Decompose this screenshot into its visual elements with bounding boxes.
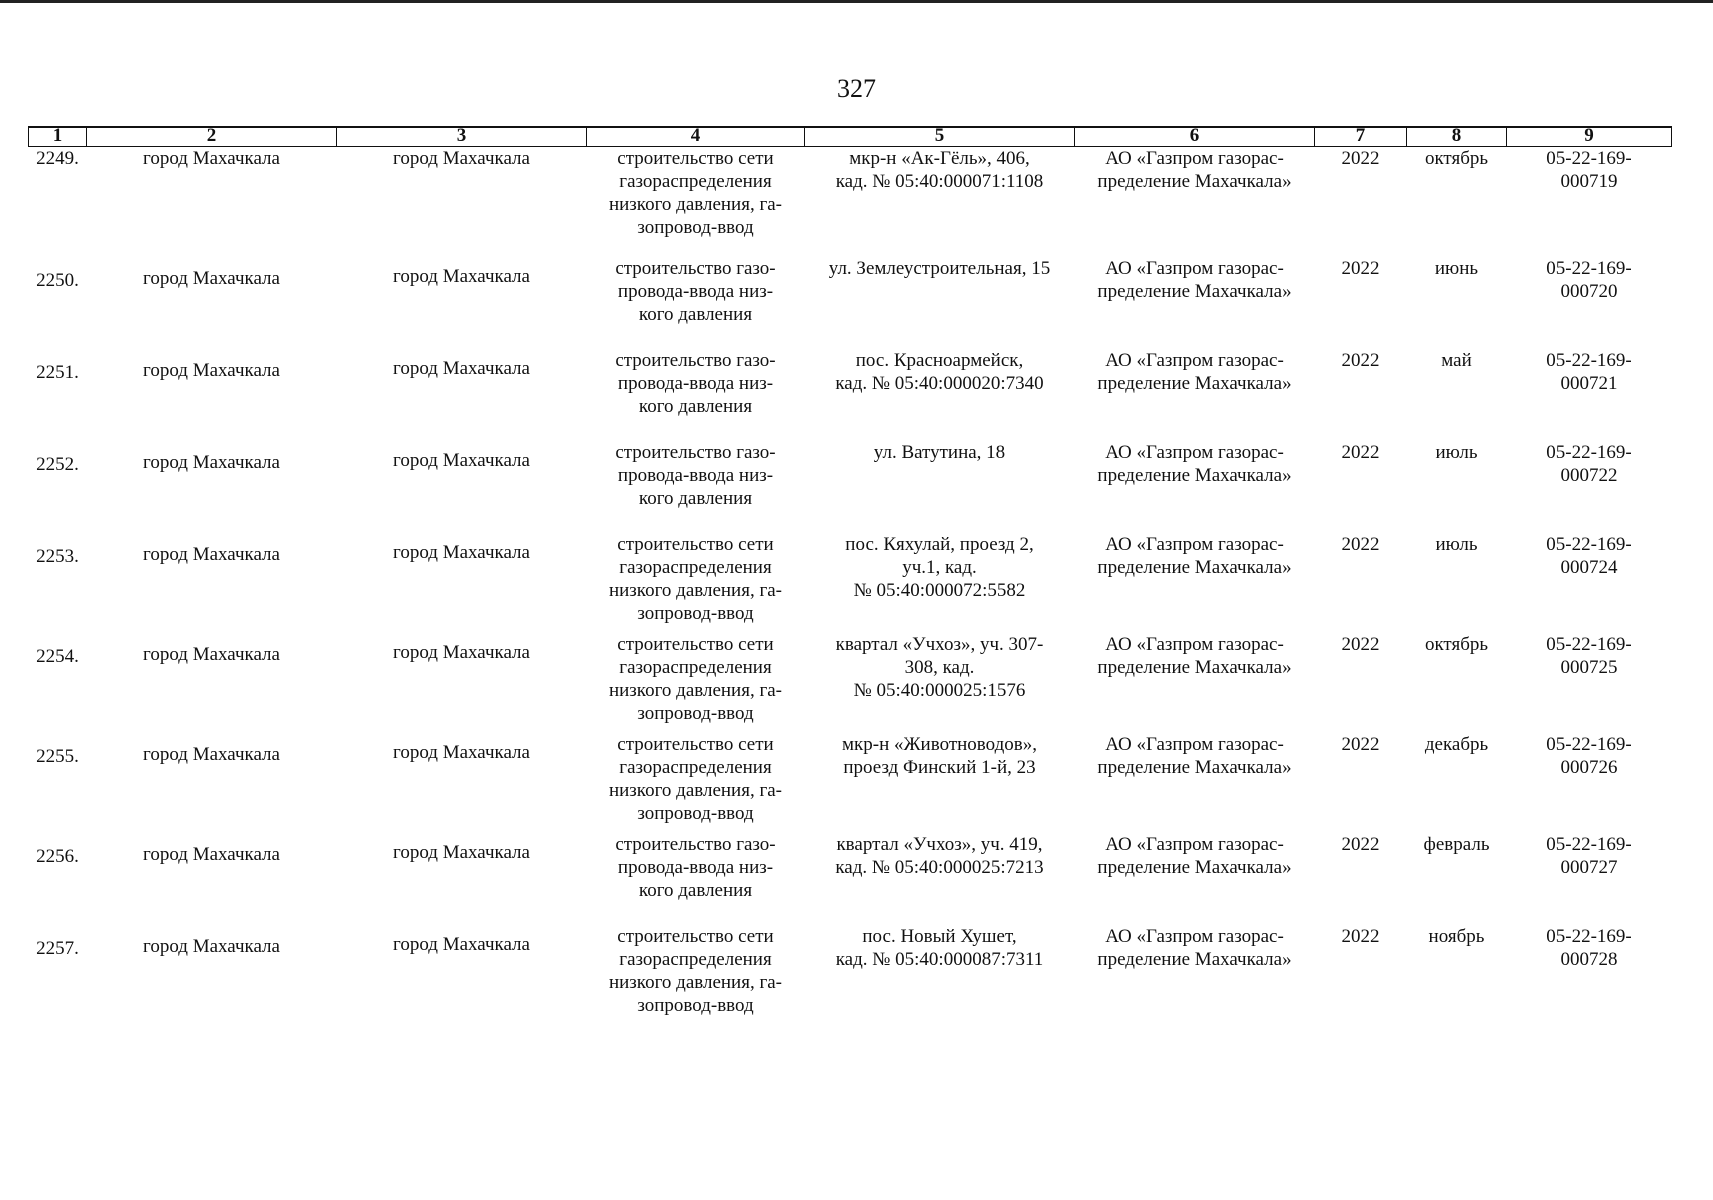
year-cell: 2022	[1341, 634, 1380, 655]
row-number-text: 2250.	[36, 270, 79, 291]
month-cell: июль	[1435, 534, 1478, 555]
col-header-2: 2	[87, 126, 337, 147]
code-cell: 05-22-169- 000719	[1546, 148, 1632, 192]
col-header-3: 3	[337, 126, 587, 147]
code-cell: 05-22-169- 000722	[1546, 442, 1632, 486]
col-header-5: 5	[805, 126, 1075, 147]
municipality-text: город Махачкала	[143, 644, 280, 665]
municipality-cell	[87, 925, 337, 1025]
row-number	[29, 147, 87, 258]
row-number	[29, 441, 87, 533]
col-header-4: 4	[587, 126, 805, 147]
municipality-cell	[87, 533, 337, 633]
settlement-text: город Махачкала	[393, 266, 530, 287]
table-row	[29, 833, 1672, 925]
month-cell: май	[1441, 350, 1472, 371]
municipality-text: город Махачкала	[143, 844, 280, 865]
address-cell: мкр-н «Животноводов», проезд Финский 1-й, 23	[842, 734, 1037, 778]
organization-cell: АО «Газпром газорас- пределение Махачкала»	[1097, 350, 1292, 394]
settlement-text: город Махачкала	[393, 742, 530, 763]
month-cell: июнь	[1434, 258, 1479, 279]
month-cell: октябрь	[1424, 148, 1489, 169]
organization-cell: АО «Газпром газорас- пределение Махачкала»	[1097, 534, 1292, 578]
row-number-text: 2249.	[36, 148, 79, 169]
address-cell: пос. Новый Хушет, кад. № 05:40:000087:7311	[835, 926, 1044, 970]
organization-cell: АО «Газпром газорас- пределение Махачкала»	[1097, 926, 1292, 970]
code-cell: 05-22-169- 000725	[1546, 634, 1632, 678]
organization-cell: АО «Газпром газорас- пределение Махачкала»	[1097, 442, 1292, 486]
municipality-text: город Махачкала	[143, 268, 280, 289]
table-row	[29, 257, 1672, 349]
works-description-cell: строительство сети газораспределения низкого давления, га- зопровод-ввод	[608, 534, 783, 624]
settlement-cell	[337, 633, 587, 733]
register-table-wrap	[28, 126, 1671, 1025]
col-header-7: 7	[1315, 126, 1407, 147]
settlement-cell	[337, 925, 587, 1025]
municipality-cell	[87, 833, 337, 925]
settlement-text: город Махачкала	[393, 450, 530, 471]
municipality-cell	[87, 633, 337, 733]
settlement-text: город Махачкала	[393, 842, 530, 863]
municipality-cell	[87, 441, 337, 533]
year-cell: 2022	[1341, 148, 1380, 169]
municipality-cell	[87, 257, 337, 349]
year-cell: 2022	[1341, 834, 1380, 855]
table-row	[29, 633, 1672, 733]
year-cell: 2022	[1341, 534, 1380, 555]
row-number-text: 2253.	[36, 546, 79, 567]
works-description-cell: строительство газо- провода-ввода низ- кого давления	[615, 350, 776, 417]
settlement-cell: город Махачкала	[393, 148, 530, 169]
code-cell: 05-22-169- 000724	[1546, 534, 1632, 578]
row-number-text: 2257.	[36, 938, 79, 959]
settlement-text: город Махачкала	[393, 358, 530, 379]
table-row	[29, 733, 1672, 833]
month-cell: декабрь	[1424, 734, 1489, 755]
month-cell: ноябрь	[1428, 926, 1485, 947]
year-cell: 2022	[1341, 926, 1380, 947]
row-number-text: 2254.	[36, 646, 79, 667]
address-cell: квартал «Учхоз», уч. 419, кад. № 05:40:000025:7213	[835, 834, 1044, 878]
col-header-9: 9	[1507, 126, 1672, 147]
table-row	[29, 349, 1672, 441]
header-row	[29, 126, 1672, 147]
organization-cell: АО «Газпром газорас- пределение Махачкала»	[1097, 148, 1292, 192]
year-cell: 2022	[1341, 442, 1380, 463]
year-cell: 2022	[1341, 734, 1380, 755]
works-description-cell: строительство газо- провода-ввода низ- кого давления	[615, 258, 776, 325]
organization-cell: АО «Газпром газорас- пределение Махачкала»	[1097, 834, 1292, 878]
row-number-text: 2252.	[36, 454, 79, 475]
organization-cell: АО «Газпром газорас- пределение Махачкала»	[1097, 258, 1292, 302]
works-description-cell: строительство газо- провода-ввода низ- кого давления	[615, 834, 776, 901]
settlement-text: город Махачкала	[393, 542, 530, 563]
settlement-cell	[337, 833, 587, 925]
works-description-cell: строительство сети газораспределения низкого давления, га- зопровод-ввод	[608, 634, 783, 724]
address-cell: квартал «Учхоз», уч. 307- 308, кад. № 05:40:000025:1576	[835, 634, 1044, 701]
settlement-cell	[337, 257, 587, 349]
settlement-cell	[337, 533, 587, 633]
code-cell: 05-22-169- 000728	[1546, 926, 1632, 970]
table-row	[29, 533, 1672, 633]
month-cell: октябрь	[1424, 634, 1489, 655]
month-cell: февраль	[1423, 834, 1490, 855]
year-cell: 2022	[1341, 350, 1380, 371]
settlement-cell	[337, 349, 587, 441]
row-number	[29, 349, 87, 441]
scan-top-edge	[0, 0, 1713, 3]
col-header-1: 1	[29, 126, 87, 147]
row-number-text: 2256.	[36, 846, 79, 867]
page-number: 327	[837, 74, 876, 103]
settlement-text: город Махачкала	[393, 642, 530, 663]
municipality-cell: город Махачкала	[143, 148, 280, 169]
address-cell: мкр-н «Ак-Гёль», 406, кад. № 05:40:000071:1108	[835, 148, 1044, 192]
code-cell: 05-22-169- 000727	[1546, 834, 1632, 878]
works-description-cell: строительство сети газораспределения низкого давления, га- зопровод-ввод	[608, 926, 783, 1016]
works-description-cell: строительство газо- провода-ввода низ- кого давления	[615, 442, 776, 509]
table-row	[29, 147, 1672, 258]
settlement-cell	[337, 441, 587, 533]
register-table	[28, 126, 1672, 1025]
address-cell: ул. Землеустроительная, 15	[828, 258, 1051, 279]
row-number	[29, 925, 87, 1025]
month-cell: июль	[1435, 442, 1478, 463]
row-number	[29, 833, 87, 925]
municipality-text: город Махачкала	[143, 360, 280, 381]
table-row	[29, 925, 1672, 1025]
municipality-text: город Махачкала	[143, 744, 280, 765]
municipality-text: город Махачкала	[143, 544, 280, 565]
settlement-text: город Махачкала	[393, 934, 530, 955]
row-number	[29, 733, 87, 833]
year-cell: 2022	[1341, 258, 1380, 279]
code-cell: 05-22-169- 000726	[1546, 734, 1632, 778]
address-cell: пос. Красноармейск, кад. № 05:40:000020:7340	[835, 350, 1044, 394]
row-number-text: 2251.	[36, 362, 79, 383]
municipality-text: город Махачкала	[143, 936, 280, 957]
settlement-cell	[337, 733, 587, 833]
table-row	[29, 441, 1672, 533]
organization-cell: АО «Газпром газорас- пределение Махачкала»	[1097, 734, 1292, 778]
code-cell: 05-22-169- 000720	[1546, 258, 1632, 302]
row-number	[29, 533, 87, 633]
row-number-text: 2255.	[36, 746, 79, 767]
address-cell: ул. Ватутина, 18	[873, 442, 1006, 463]
works-description-cell: строительство сети газораспределения низкого давления, га- зопровод-ввод	[608, 148, 783, 238]
organization-cell: АО «Газпром газорас- пределение Махачкала»	[1097, 634, 1292, 678]
col-header-8: 8	[1407, 126, 1507, 147]
col-header-6: 6	[1075, 126, 1315, 147]
municipality-cell	[87, 349, 337, 441]
works-description-cell: строительство сети газораспределения низкого давления, га- зопровод-ввод	[608, 734, 783, 824]
row-number	[29, 257, 87, 349]
code-cell: 05-22-169- 000721	[1546, 350, 1632, 394]
municipality-text: город Махачкала	[143, 452, 280, 473]
address-cell: пос. Кяхулай, проезд 2, уч.1, кад. № 05:40:000072:5582	[845, 534, 1034, 601]
row-number	[29, 633, 87, 733]
municipality-cell	[87, 733, 337, 833]
